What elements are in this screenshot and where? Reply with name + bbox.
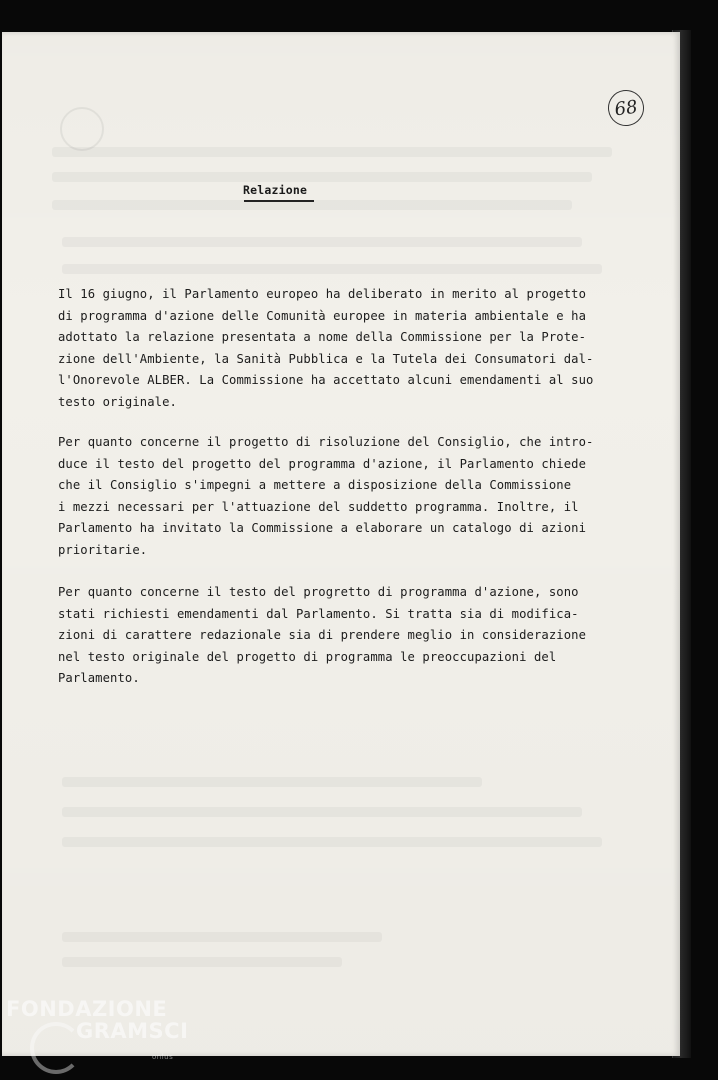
watermark-line-2: GRAMSCI <box>76 1019 189 1043</box>
title-underline <box>244 200 314 202</box>
faint-stamp-icon <box>60 107 104 151</box>
watermark-suffix: onlus <box>152 1053 174 1061</box>
watermark-line-1: FONDAZIONE <box>6 997 168 1021</box>
paragraph-3: Per quanto concerne il testo del progretto di programma d'azione, sono stati richiesti emendamenti dal Parlamento. Si tratta sia di modifica- zioni di carattere redazionale sia di prendere meglio in considerazione nel testo originale del progetto di programma le preoccupazioni del Parlamento. <box>58 585 587 686</box>
page-title: Relazione <box>243 183 308 197</box>
paragraph-1: Il 16 giugno, il Parlamento europeo ha deliberato in merito al progetto di programma d'azione delle Comunità europee in materia ambientale e adottato la relazione presentata a nome della Commissione per la Prote- zione dell'Ambiente, la Sanità Pubblica e la Tutela dei Consumatori l'Onorevole ALBER. La Commissione ha accettato alcuni emendamenti al testo originale. <box>58 287 587 409</box>
paragraph-2: Per quanto concerne il progetto di risoluzione del Consiglio, che intro- duce il testo del progetto del programma d'azione, il Parlamento chiede che il Consiglio s'impegni a mettere a disposizione della Commissione i mezzi necessari per l'attuazione del suddetto programma. Inoltre, il Parlamento ha invitato la Commissione a elaborare un catalogo di azioni prioritarie. <box>58 435 594 557</box>
watermark <box>6 997 189 1061</box>
page-number-circled: 68 <box>606 88 647 129</box>
